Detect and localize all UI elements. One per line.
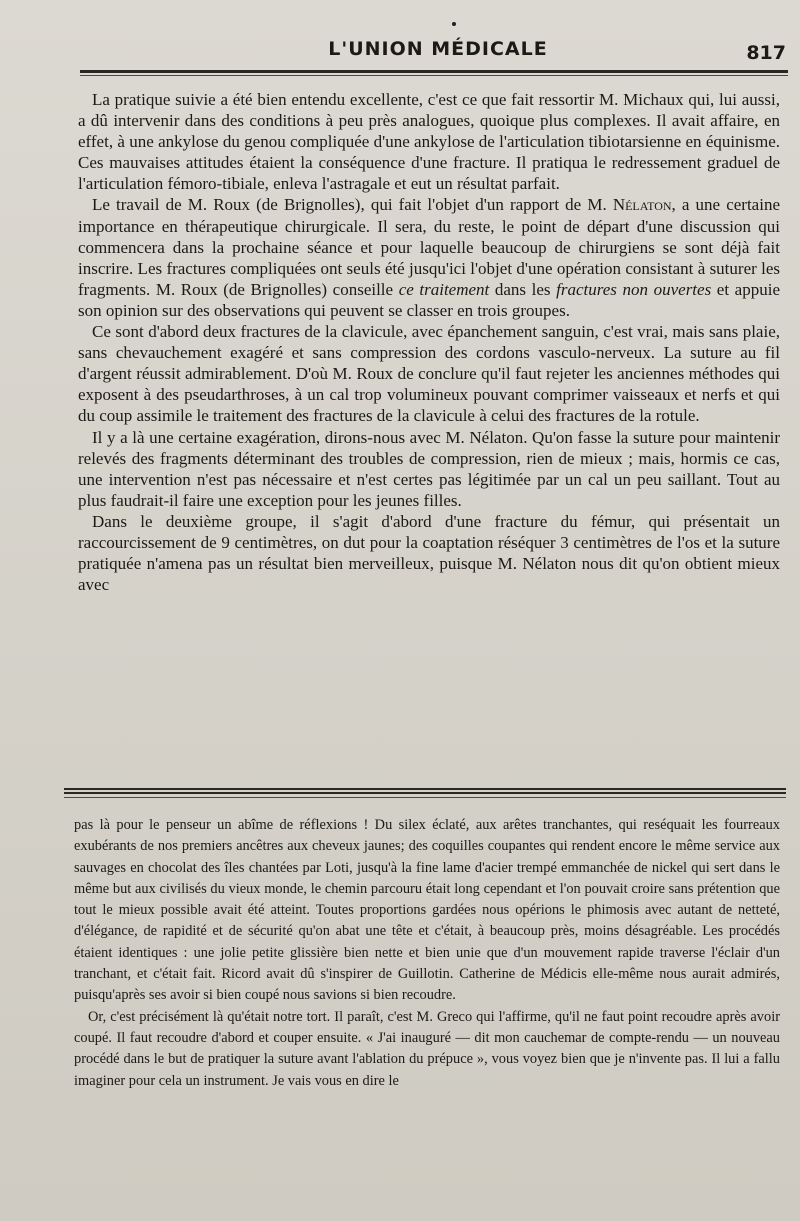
paragraph-clavicule: Ce sont d'abord deux fractures de la clavicule, avec épanchement sanguin, c'est vrai, mais sans plaie, sans chevauchement exagéré et sans compression des cordons vasculo-nerveux. La suture au fil d'argent réussit admirablement. D'où M. Roux de conclure qu'il faut rejeter les anciennes méthodes qui exposent à des pseudarthroses, à un cal trop volumineux pouvant comprimer vaisseaux et nerfs et qui du coup assimile le traitement des fractures de la clavicule à celui des fractures de la rotule.: [78, 322, 780, 426]
paragraph-femur: Dans le deuxième groupe, il s'agit d'abord d'une fracture du fémur, qui présentait un raccourcissement de 9 centimètres, on dut pour la coaptation réséquer 3 centimètres de l'os et la suture pratiquée n'amena pas un résultat bien merveilleux, puisque M. Nélaton nous dit qu'on obtient mieux avec: [78, 511, 780, 595]
header-rule-thin: [80, 75, 788, 76]
emphasis-fractures: fractures non ouvertes: [556, 279, 712, 299]
footnote-separator: [64, 788, 786, 798]
name-nelaton: Nélaton: [612, 195, 672, 215]
footnote-paragraph-1: pas là pour le penseur un abîme de réflexions ! Du silex éclaté, aux arêtes tranchantes, qui reséquait les fourreaux exubérants de nos premiers ancêtres aux cheveux jaunes; des coquilles coupantes qui rendent encore le même service aux sauvages en chocolat des îles chantées par Loti, jusqu'à la fine lame d'acier trempé emmanchée de nickel qui sert dans le même but aux civilisés du vieux monde, le chemin parcouru était long cependant et l'on pouvait croire sans prétention que tout le mieux possible avait été atteint. Toutes proportions gardées nous opérions le phimosis avec autant de netteté, d'élégance, de rapidité et de sécurité qu'on abat une tête et c'était, à beaucoup près, moins désagréable. Les procédés étaient identiques : une jolie petite glissière bien nette et bien unie que d'un mouvement rapide traverse l'éclair d'un tranchant, et c'était fait. Ricord avait dû s'inspirer de Guillotin. Catherine de Médicis elle-même nous aurait admirés, puisqu'après ses avoir si bien coupé nous savions si bien recoudre.: [74, 817, 780, 1004]
roux-text-a: Le travail de M. Roux (de Brignolles), qui fait l'objet d'un rapport de M.: [92, 195, 613, 215]
roux-text-c: dans les: [489, 279, 557, 299]
page-number: 817: [746, 42, 786, 64]
main-text: [78, 89, 780, 595]
header-rule: [80, 70, 788, 73]
ink-dot: [452, 22, 456, 26]
page-header: [80, 38, 790, 82]
paragraph-roux: [78, 194, 780, 321]
footnote-paragraph-2: Or, c'est précisément là qu'était notre tort. Il paraît, c'est M. Greco qui l'affirme, qu'il ne faut point recoudre après avoir coupé. Il faut recoudre d'abord et couper ensuite. « J'ai inauguré — dit mon cauchemar de compte-rendu — un nouveau procédé dans le but de pratiquer la suture avant l'ablation du prépuce », vous voyez bien que je n'invente pas. Il lui a fallu imaginer pour cela un instrument. Je vais vous en dire le: [74, 1008, 780, 1089]
roux-text-d: et appuie son opinion sur des observations qui peuvent se classer en trois groupes.: [78, 279, 780, 320]
footnote-text: [74, 815, 780, 1092]
paragraph-michaux: La pratique suivie a été bien entendu excellente, c'est ce que fait ressortir M. Michaux qui, lui aussi, a dû intervenir dans des conditions à peu près analogues, quoique plus complexes. Il avait affaire, en effet, à une ankylose du genou compliquée d'une ankylose de l'articulation tibiotarsienne en équinisme. Ces mauvaises attitudes étaient la conséquence d'une fracture. Il pratiqua le redressement graduel de l'articulation fémoro-tibiale, enleva l'astragale et eut un résultat parfait.: [78, 90, 780, 194]
roux-text-b: , a une certaine importance en thérapeutique chirurgicale. Il sera, du reste, le point de départ d'une discussion qui commencera dans la prochaine séance et pour laquelle beaucoup de chirurgiens se sont déjà fait inscrire. Les fractures compliquées ont seuls été jusqu'ici l'objet d'une opération consistant à suturer les fragments. M. Roux (de Brignolles) conseille: [78, 195, 780, 299]
running-title: L'UNION MÉDICALE: [328, 38, 548, 60]
emphasis-traitement: ce traitement: [398, 279, 490, 299]
paragraph-exageration: Il y a là une certaine exagération, dirons-nous avec M. Nélaton. Qu'on fasse la suture pour maintenir relevés des fragments déterminant des troubles de compression, rien de mieux ; mais, hormis ce cas, une intervention n'est pas nécessaire et n'est certes pas légitimée par un cal un peu saillant. Tout au plus faudrait-il faire une exception pour les jeunes filles.: [78, 427, 780, 510]
